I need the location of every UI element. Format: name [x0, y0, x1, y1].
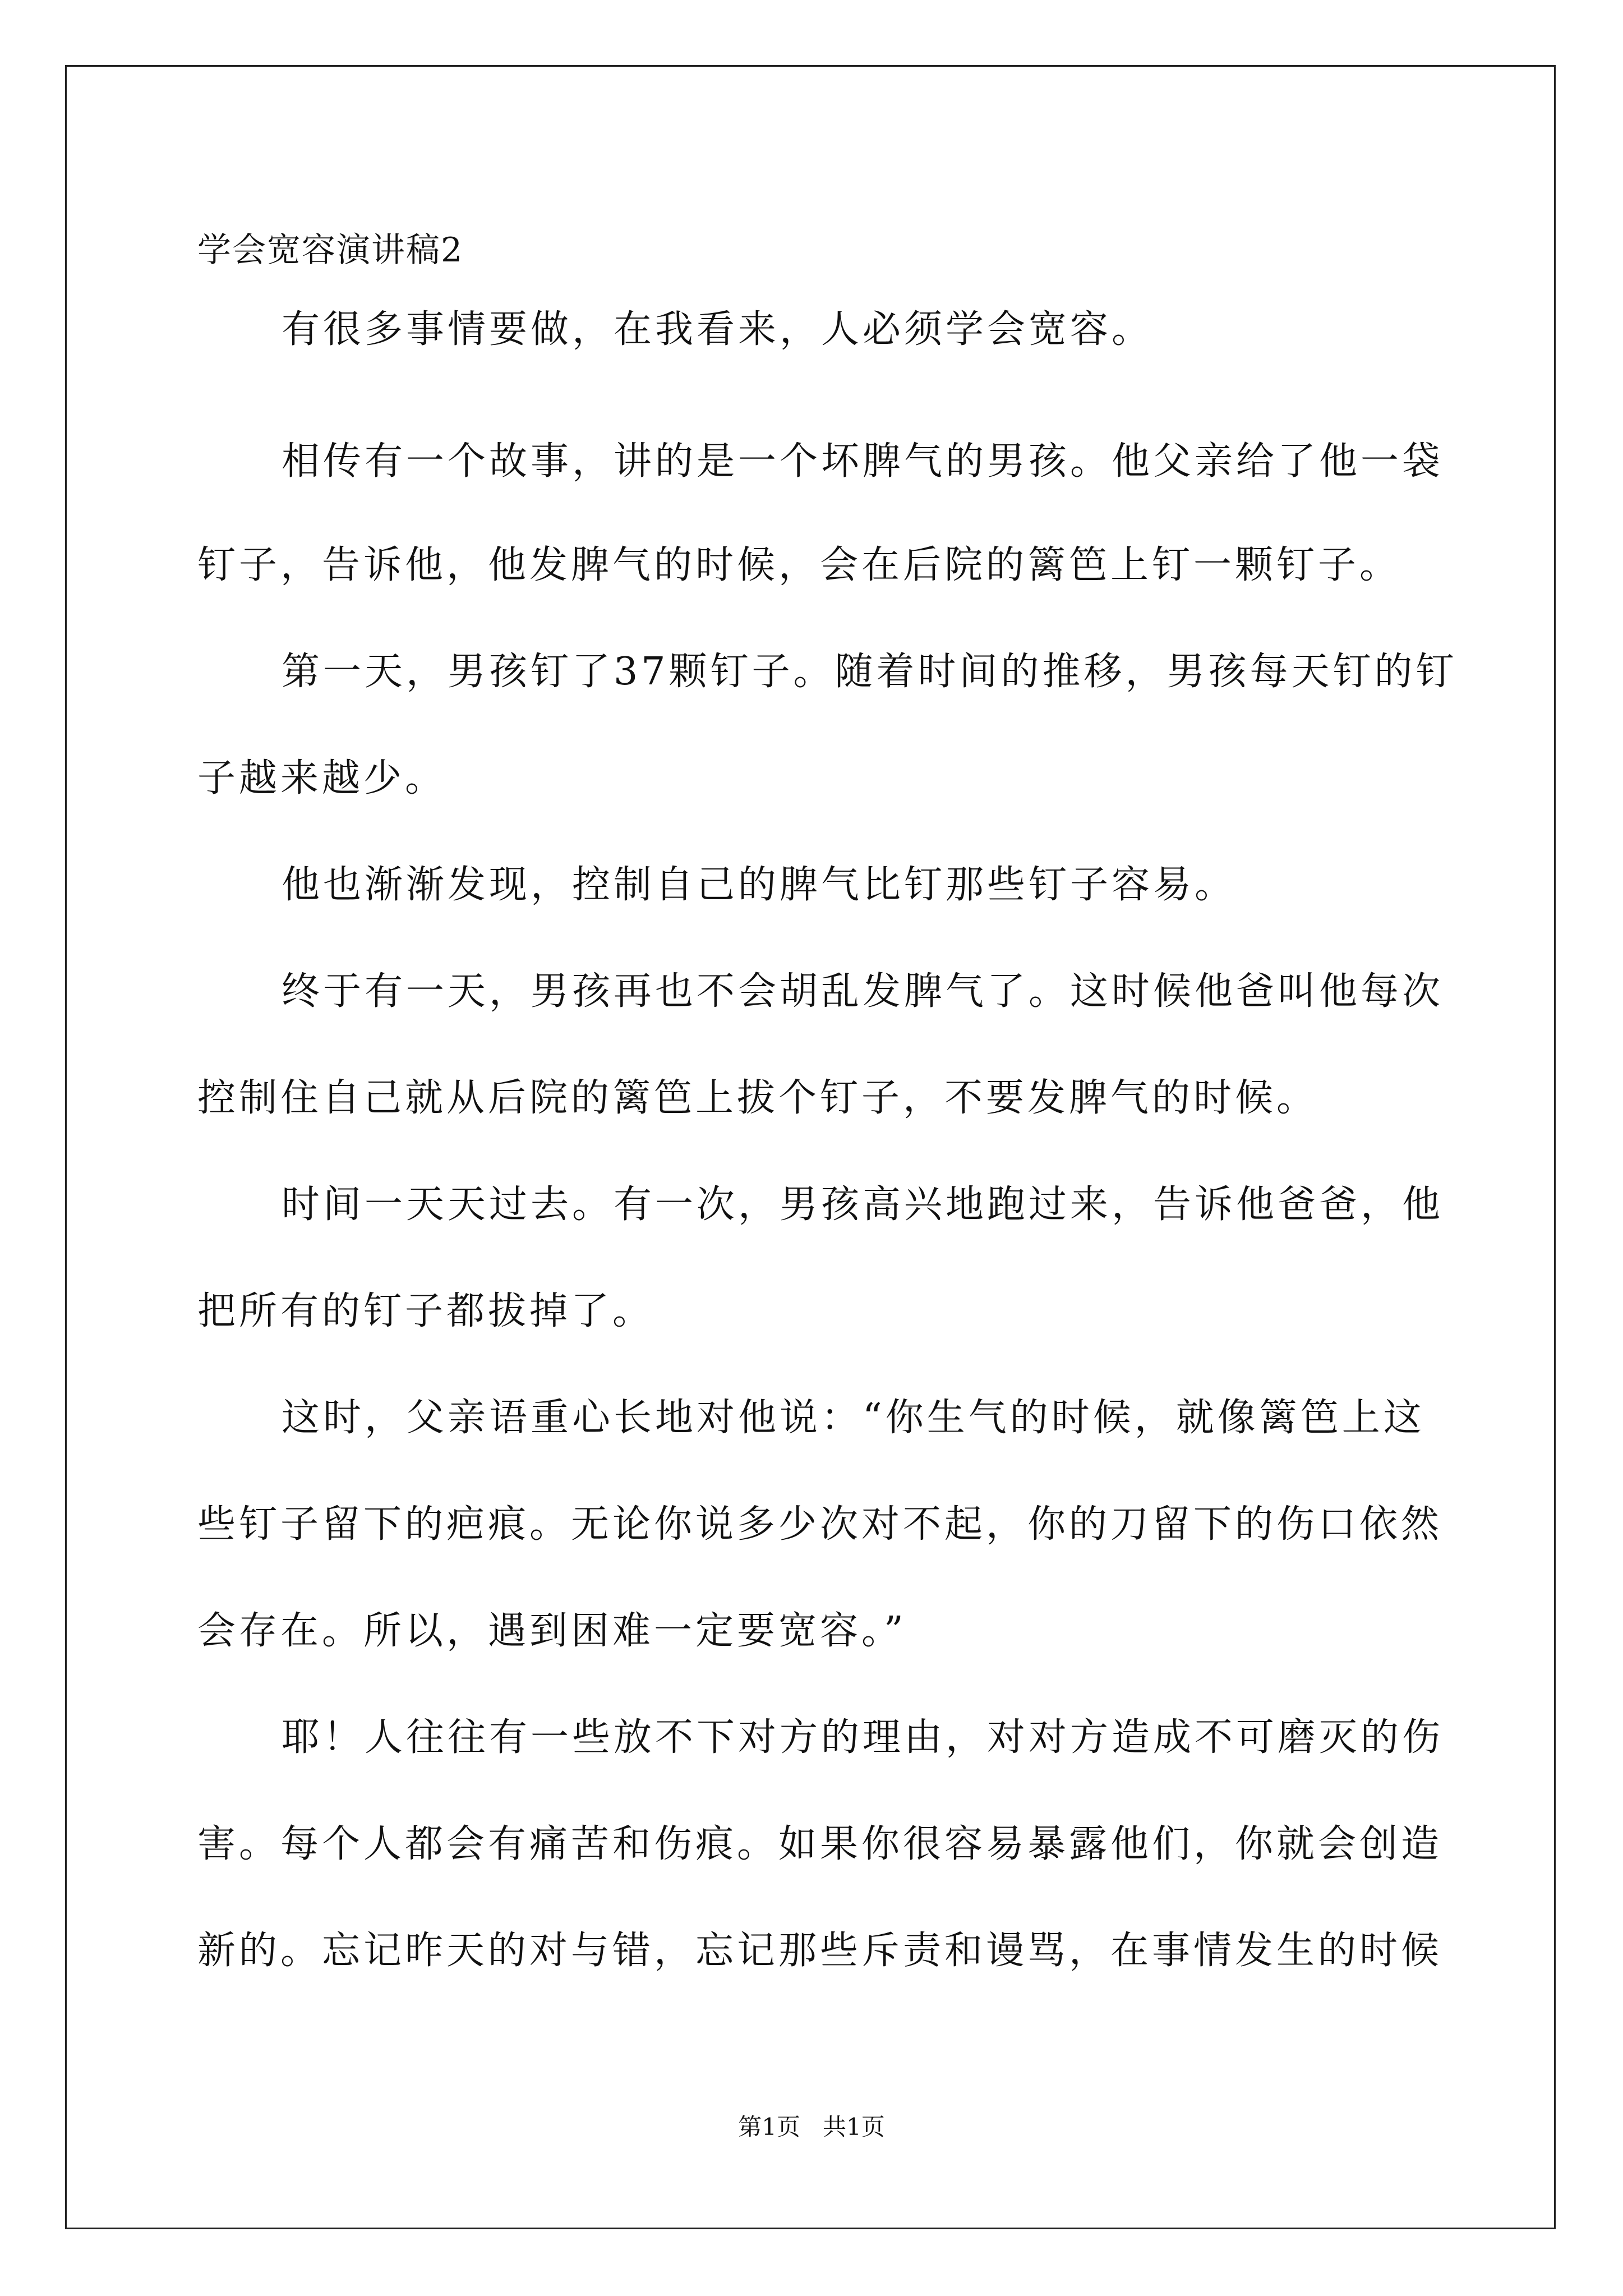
paragraph-line: 第一天，男孩钉了37颗钉子。随着时间的推移，男孩每天钉的钉	[282, 650, 1458, 694]
paragraph-line: 把所有的钉子都拔掉了。	[197, 1289, 654, 1333]
paragraph-line: 害。每个人都会有痛苦和伤痕。如果你很容易暴露他们，你就会创造	[197, 1822, 1443, 1866]
paragraph-line: 相传有一个故事，讲的是一个坏脾气的男孩。他父亲给了他一袋	[282, 439, 1444, 484]
paragraph-line: 时间一天天过去。有一次，男孩高兴地跑过来，告诉他爸爸，他	[282, 1182, 1444, 1227]
paragraph-line: 些钉子留下的疤痕。无论你说多少次对不起，你的刀留下的伤口依然	[197, 1502, 1443, 1547]
paragraph-line: 他也渐渐发现，控制自己的脾气比钉那些钉子容易。	[282, 863, 1237, 907]
page-number-footer: 第1页 共1页	[738, 2113, 885, 2141]
document-title: 学会宽容演讲稿2	[197, 231, 464, 270]
paragraph-line: 子越来越少。	[197, 756, 447, 800]
paragraph-line: 这时，父亲语重心长地对他说：“你生气的时候，就像篱笆上这	[282, 1396, 1425, 1440]
paragraph-line: 会存在。所以，遇到困难一定要宽容。”	[197, 1609, 907, 1653]
paragraph-line: 终于有一天，男孩再也不会胡乱发脾气了。这时候他爸叫他每次	[282, 969, 1444, 1014]
page-border	[65, 65, 1556, 2229]
paragraph-line: 有很多事情要做，在我看来，人必须学会宽容。	[282, 307, 1154, 352]
paragraph-line: 新的。忘记昨天的对与错，忘记那些斥责和谩骂，在事情发生的时候	[197, 1929, 1443, 1973]
paragraph-line: 耶！人往往有一些放不下对方的理由，对对方造成不可磨灭的伤	[282, 1715, 1444, 1760]
paragraph-line: 控制住自己就从后院的篱笆上拔个钉子，不要发脾气的时候。	[197, 1076, 1318, 1120]
paragraph-line: 钉子，告诉他，他发脾气的时候，会在后院的篱笆上钉一颗钉子。	[197, 543, 1401, 587]
